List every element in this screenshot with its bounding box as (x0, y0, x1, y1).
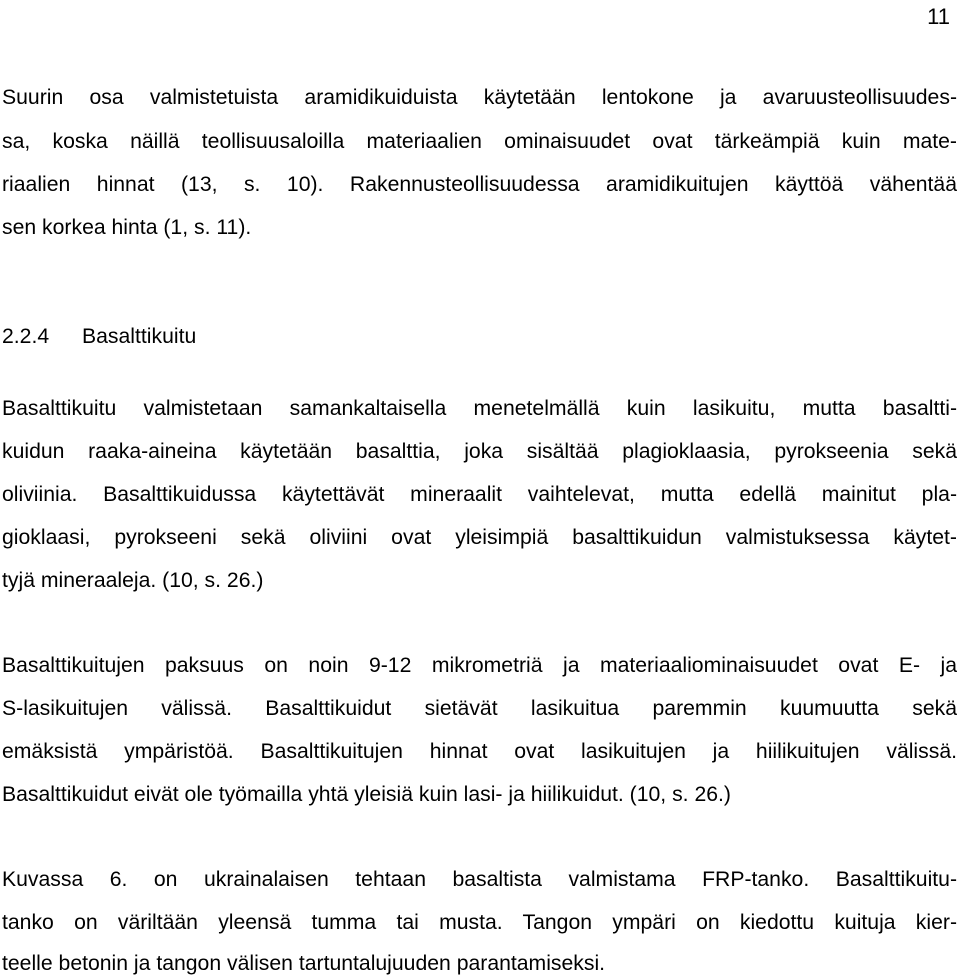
page-number: 11 (927, 4, 950, 29)
section-number: 2.2.4 (2, 325, 50, 348)
paragraph-line: tanko on väriltään yleensä tumma tai musta. Tangon ympäri on kiedottu kuituja kier- (2, 911, 957, 934)
section-title: Basalttikuitu (82, 325, 197, 348)
paragraph-line: gioklaasi, pyrokseeni sekä oliviini ovat yleisimpiä basalttikuidun valmistuksessa käytet- (2, 526, 957, 549)
paragraph-line: tyjä mineraaleja. (10, s. 26.) (2, 569, 264, 592)
section-heading (2, 324, 196, 350)
paragraph-line: Basalttikuitujen paksuus on noin 9-12 mikrometriä ja materiaaliominaisuudet ovat E- ja (2, 654, 957, 677)
paragraph-line: teelle betonin ja tangon välisen tartuntalujuuden parantamiseksi. (2, 952, 606, 975)
paragraph-line: sen korkea hinta (1, s. 11). (2, 216, 252, 239)
paragraph-line: kuidun raaka-aineina käytetään basalttia, joka sisältää plagioklaasia, pyrokseenia sekä (2, 440, 957, 463)
paragraph-line: oliviinia. Basalttikuidussa käytettävät mineraalit vaihtelevat, mutta edellä mainitut pla- (2, 483, 957, 506)
paragraph-line: Suurin osa valmistetuista aramidikuiduista käytetään lentokone ja avaruusteollisuudes- (2, 86, 957, 109)
paragraph-line: Basalttikuidut eivät ole työmailla yhtä yleisiä kuin lasi- ja hiilikuidut. (10, s. 26.) (2, 783, 731, 806)
paragraph-line: Kuvassa 6. on ukrainalaisen tehtaan basaltista valmistama FRP-tanko. Basalttikuitu- (2, 868, 957, 891)
paragraph-line: sa, koska näillä teollisuusaloilla materiaalien ominaisuudet ovat tärkeämpiä kuin mate- (2, 130, 957, 153)
paragraph-line: riaalien hinnat (13, s. 10). Rakennusteollisuudessa aramidikuitujen käyttöä vähentää (2, 173, 957, 196)
paragraph-line: emäksistä ympäristöä. Basalttikuitujen hinnat ovat lasikuitujen ja hiilikuitujen välissä. (2, 740, 957, 763)
paragraph-line: S-lasikuitujen välissä. Basalttikuidut sietävät lasikuitua paremmin kuumuutta sekä (2, 697, 957, 720)
paragraph-line: Basalttikuitu valmistetaan samankaltaisella menetelmällä kuin lasikuitu, mutta basaltti- (2, 397, 957, 420)
